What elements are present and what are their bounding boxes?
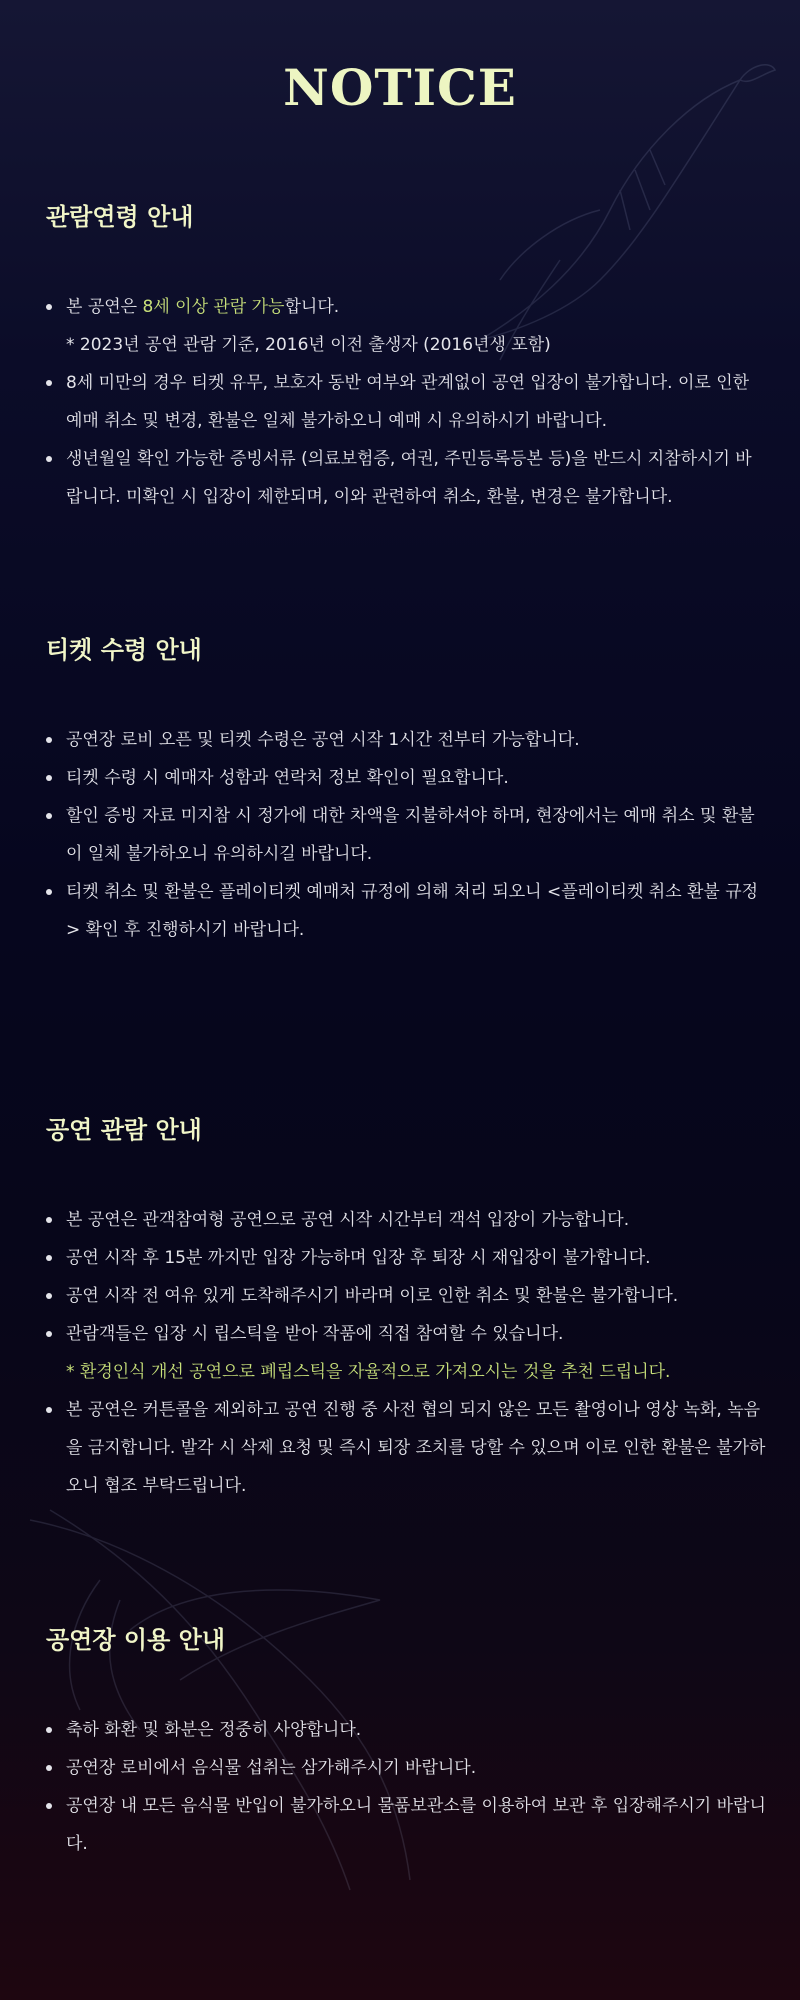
section-viewing-info: [46, 1110, 766, 1505]
list-item: [46, 288, 766, 364]
bullet-dot-icon: [46, 1803, 52, 1809]
bullet-dot-icon: [46, 1727, 52, 1733]
bullet-list: [46, 1201, 766, 1505]
item-text: 축하 화환 및 화분은 정중히 사양합니다.: [66, 1720, 362, 1740]
item-text: 생년월일 확인 가능한 증빙서류 (의료보험증, 여권, 주민등록등본 등)을 반드시 지참하시기 바랍니다. 미확인 시 입장이 제한되며, 이와 관련하여 취소, 환불, 변경은 불가합니다.: [66, 449, 752, 507]
item-text: 공연장 로비에서 음식물 섭취는 삼가해주시기 바랍니다.: [66, 1758, 477, 1778]
item-text: 8세 미만의 경우 티켓 유무, 보호자 동반 여부와 관계없이 공연 입장이 불가합니다. 이로 인한 예매 취소 및 변경, 환불은 일체 불가하오니 예매 시 유의하시기 바랍니다.: [66, 373, 750, 431]
bullet-dot-icon: [46, 737, 52, 743]
section-age-info: [46, 197, 766, 516]
section-heading: 공연장 이용 안내: [46, 1626, 225, 1654]
list-item: [46, 1711, 766, 1749]
bullet-dot-icon: [46, 1765, 52, 1771]
bullet-list: [46, 288, 766, 516]
item-text: 공연 시작 후 15분 까지만 입장 가능하며 입장 후 퇴장 시 재입장이 불가합니다.: [66, 1248, 651, 1268]
page-title: NOTICE: [283, 58, 517, 117]
list-item: [46, 1315, 766, 1391]
bullet-dot-icon: [46, 304, 52, 310]
section-ticket-pickup: [46, 630, 766, 949]
item-text: 티켓 취소 및 환불은 플레이티켓 예매처 규정에 의해 처리 되오니 <플레이티켓 취소 환불 규정> 확인 후 진행하시기 바랍니다.: [66, 882, 759, 940]
list-item: [46, 1277, 766, 1315]
item-text: 본 공연은 관객참여형 공연으로 공연 시작 시간부터 객석 입장이 가능합니다.: [66, 1210, 630, 1230]
item-text: 본 공연은: [66, 297, 143, 317]
section-heading: 관람연령 안내: [46, 203, 194, 231]
list-item: [46, 364, 766, 440]
section-venue-use: [46, 1620, 766, 1863]
list-item: [46, 721, 766, 759]
bullet-list: [46, 721, 766, 949]
item-text: 본 공연은 커튼콜을 제외하고 공연 진행 중 사전 협의 되지 않은 모든 촬영이나 영상 녹화, 녹음을 금지합니다. 발각 시 삭제 요청 및 즉시 퇴장 조치를 당할 수 있으며 이로 인한 환불은 불가하오니 협조 부탁드립니다.: [66, 1400, 766, 1496]
bullet-dot-icon: [46, 456, 52, 462]
item-text: 공연장 로비 오픈 및 티켓 수령은 공연 시작 1시간 전부터 가능합니다.: [66, 730, 580, 750]
item-text: 공연 시작 전 여유 있게 도착해주시기 바라며 이로 인한 취소 및 환불은 불가합니다.: [66, 1286, 679, 1306]
bullet-dot-icon: [46, 1255, 52, 1261]
item-text: 관람객들은 입장 시 립스틱을 받아 작품에 직접 참여할 수 있습니다.: [66, 1324, 564, 1344]
bullet-dot-icon: [46, 1407, 52, 1413]
item-text: 공연장 내 모든 음식물 반입이 불가하오니 물품보관소를 이용하여 보관 후 입장해주시기 바랍니다.: [66, 1796, 766, 1854]
item-note: * 환경인식 개선 공연으로 폐립스틱을 자율적으로 가져오시는 것을 추천 드립니다.: [66, 1362, 671, 1382]
bullet-dot-icon: [46, 889, 52, 895]
list-item: [46, 1749, 766, 1787]
list-item: [46, 1239, 766, 1277]
section-heading: 공연 관람 안내: [46, 1116, 202, 1144]
bullet-list: [46, 1711, 766, 1863]
bullet-dot-icon: [46, 1293, 52, 1299]
list-item: [46, 440, 766, 516]
bullet-dot-icon: [46, 380, 52, 386]
list-item: [46, 797, 766, 873]
list-item: [46, 1201, 766, 1239]
highlight-text: 8세 이상 관람 가능: [142, 297, 285, 317]
item-note: * 2023년 공연 관람 기준, 2016년 이전 출생자 (2016년생 포함): [66, 335, 551, 355]
item-text: 합니다.: [284, 297, 340, 317]
bullet-dot-icon: [46, 1331, 52, 1337]
list-item: [46, 873, 766, 949]
bullet-dot-icon: [46, 1217, 52, 1223]
list-item: [46, 759, 766, 797]
section-heading: 티켓 수령 안내: [46, 636, 202, 664]
item-text: 할인 증빙 자료 미지참 시 정가에 대한 차액을 지불하셔야 하며, 현장에서는 예매 취소 및 환불이 일체 불가하오니 유의하시길 바랍니다.: [66, 806, 755, 864]
bullet-dot-icon: [46, 775, 52, 781]
bullet-dot-icon: [46, 813, 52, 819]
item-text: 티켓 수령 시 예매자 성함과 연락처 정보 확인이 필요합니다.: [66, 768, 509, 788]
list-item: [46, 1787, 766, 1863]
list-item: [46, 1391, 766, 1505]
